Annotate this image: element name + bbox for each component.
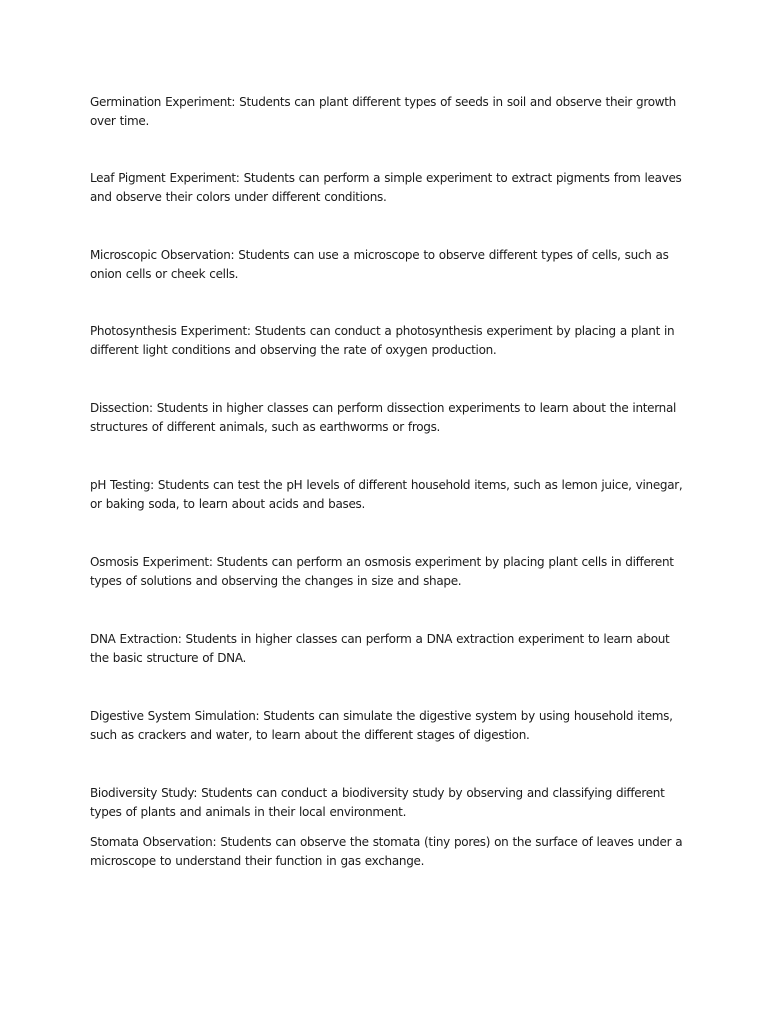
paragraph-digestive-system-simulation: Digestive System Simulation: Students can simulate the digestive system by using household items, such as crackers and water, to learn about the different stages of digestion. (90, 709, 673, 742)
paragraph-dissection: Dissection: Students in higher classes can perform dissection experiments to learn about the internal structures of different animals, such as earthworms or frogs. (90, 401, 677, 434)
paragraph-leaf-pigment-experiment: Leaf Pigment Experiment: Students can perform a simple experiment to extract pigments from leaves and observe their colors under different conditions. (90, 171, 682, 204)
paragraph-germination-experiment: Germination Experiment: Students can plant different types of seeds in soil and observe their growth over time. (90, 95, 676, 128)
paragraph-stomata-observation: Stomata Observation: Students can observe the stomata (tiny pores) on the surface of leaves under a microscope to understand their function in gas exchange. (90, 835, 683, 868)
paragraph-osmosis-experiment: Osmosis Experiment: Students can perform an osmosis experiment by placing plant cells in different types of solutions and observing the changes in size and shape. (90, 555, 674, 588)
paragraph-ph-testing: pH Testing: Students can test the pH levels of different household items, such as lemon juice, vinegar, or baking soda, to learn about acids and bases. (90, 478, 683, 511)
paragraph-biodiversity-study: Biodiversity Study: Students can conduct a biodiversity study by observing and classifying different types of plants and animals in their local environment. (90, 786, 665, 819)
paragraph-microscopic-observation: Microscopic Observation: Students can use a microscope to observe different types of cells, such as onion cells or cheek cells. (90, 248, 669, 281)
paragraph-photosynthesis-experiment: Photosynthesis Experiment: Students can conduct a photosynthesis experiment by placing a plant in different light conditions and observing the rate of oxygen production. (90, 324, 675, 357)
paragraph-dna-extraction: DNA Extraction: Students in higher classes can perform a DNA extraction experiment to learn about the basic structure of DNA. (90, 632, 670, 665)
